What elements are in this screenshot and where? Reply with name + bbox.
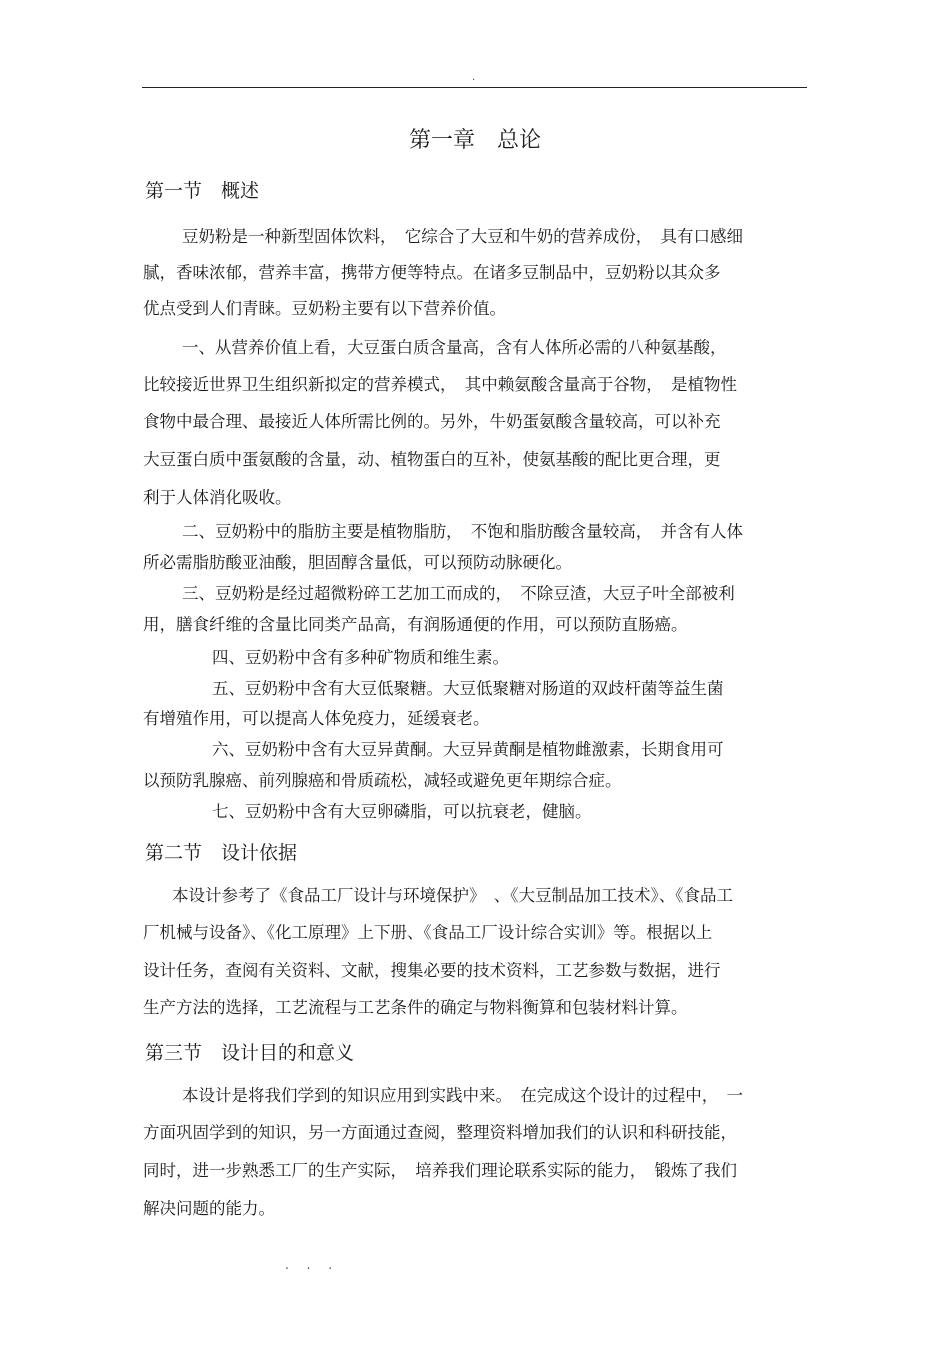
section-3-line: 解决问题的能力。 bbox=[143, 1199, 275, 1218]
section-1-title: 第一节 概述 bbox=[145, 180, 260, 202]
section-1-line: 以预防乳腺癌、前列腺癌和骨质疏松，减轻或避免更年期综合症。 bbox=[143, 771, 622, 790]
section-1-line: 所必需脂肪酸亚油酸，胆固醇含量低，可以预防动脉硬化。 bbox=[143, 553, 572, 572]
section-1-line: 比较接近世界卫生组织新拟定的营养模式， 其中赖氨酸含量高于谷物， 是植物性 bbox=[143, 375, 737, 394]
section-1-line: 腻，香味浓郁，营养丰富，携带方便等特点。在诸多豆制品中，豆奶粉以其众多 bbox=[143, 263, 721, 282]
section-1-line: 四、豆奶粉中含有多种矿物质和维生素。 bbox=[212, 648, 509, 667]
section-1-line: 五、豆奶粉中含有大豆低聚糖。大豆低聚糖对肠道的双歧杆菌等益生菌 bbox=[212, 679, 724, 698]
section-1-line: 优点受到人们青睐。豆奶粉主要有以下营养价值。 bbox=[143, 299, 506, 318]
section-2-line: 厂机械与设备》、《化工原理》上下册、《食品工厂设计综合实训》等。根据以上 bbox=[143, 923, 713, 942]
section-1-line: 有增殖作用，可以提高人体免疫力，延缓衰老。 bbox=[143, 709, 490, 728]
section-1-line: 利于人体消化吸收。 bbox=[143, 488, 292, 507]
section-1-line: 六、豆奶粉中含有大豆异黄酮。大豆异黄酮是植物雌激素，长期食用可 bbox=[212, 740, 724, 759]
section-1-line: 一、从营养价值上看，大豆蛋白质含量高，含有人体所必需的八种氨基酸， bbox=[182, 338, 727, 357]
section-1-line: 用，膳食纤维的含量比同类产品高，有润肠通便的作用，可以预防直肠癌。 bbox=[143, 615, 688, 634]
section-2-line: 设计任务，查阅有关资料、文献，搜集必要的技术资料，工艺参数与数据，进行 bbox=[143, 961, 721, 980]
footer-dots: . . . bbox=[285, 1258, 340, 1272]
section-2-line: 生产方法的选择，工艺流程与工艺条件的确定与物料衡算和包装材料计算。 bbox=[143, 998, 688, 1017]
section-1-line: 七、豆奶粉中含有大豆卵磷脂，可以抗衰老，健脑。 bbox=[212, 802, 592, 821]
section-3-line: 方面巩固学到的知识，另一方面通过查阅，整理资料增加我们的认识和科研技能， bbox=[143, 1123, 737, 1142]
section-3-line: 同时，进一步熟悉工厂的生产实际， 培养我们理论联系实际的能力， 锻炼了我们 bbox=[143, 1161, 737, 1180]
section-1-line: 三、豆奶粉是经过超微粉碎工艺加工而成的， 不除豆渣，大豆子叶全部被利 bbox=[182, 584, 735, 603]
section-1-line: 食物中最合理、最接近人体所需比例的。另外，牛奶蛋氨酸含量较高，可以补充 bbox=[143, 412, 721, 431]
section-1-line: 豆奶粉是一种新型固体饮料， 它综合了大豆和牛奶的营养成份， 具有口感细 bbox=[182, 227, 743, 246]
chapter-title: 第一章 总论 bbox=[408, 128, 541, 153]
section-1-line: 大豆蛋白质中蛋氨酸的含量，动、植物蛋白的互补，使氨基酸的配比更合理，更 bbox=[143, 450, 721, 469]
header-rule bbox=[142, 87, 807, 88]
section-1-line: 二、豆奶粉中的脂肪主要是植物脂肪， 不饱和脂肪酸含量较高， 并含有人体 bbox=[182, 522, 743, 541]
section-3-title: 第三节 设计目的和意义 bbox=[145, 1042, 355, 1064]
header-dot: . bbox=[472, 72, 476, 83]
section-2-line: 本设计参考了《食品工厂设计与环境保护》 、《大豆制品加工技术》、《食品工 bbox=[172, 886, 733, 905]
section-3-line: 本设计是将我们学到的知识应用到实践中来。 在完成这个设计的过程中， 一 bbox=[182, 1086, 743, 1105]
section-2-title: 第二节 设计依据 bbox=[145, 842, 298, 864]
